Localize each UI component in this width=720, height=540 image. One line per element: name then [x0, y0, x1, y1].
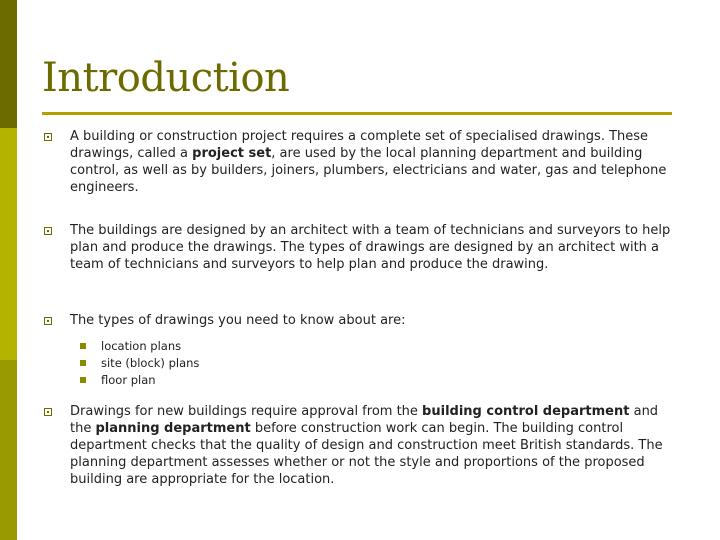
paragraph-1-text-end: , are used by the local planning department and building control, as well as by builders, joiners, plumbers, electricians and water, gas and telephone engineers.: [70, 146, 667, 195]
paragraph-4: [42, 403, 682, 488]
list-item-label: site (block) plans: [101, 356, 200, 370]
paragraph-4-bold-1: building control department: [422, 404, 630, 419]
paragraph-1-text: A building or construction project requires a complete set of specialised drawings. These drawings, called a: [70, 129, 649, 161]
slide-title: Introduction: [42, 55, 290, 101]
paragraph-3-text: The types of drawings you need to know about are:: [70, 313, 406, 328]
list-item-label: floor plan: [101, 373, 156, 387]
list-item: [80, 372, 682, 389]
drawing-types-list: [42, 338, 682, 389]
paragraph-4-text-2: and the: [70, 404, 659, 436]
paragraph-3-block: [42, 312, 682, 389]
bullet-icon: [44, 133, 52, 141]
bullet-icon: [44, 317, 52, 325]
title-divider: [42, 112, 672, 115]
list-item-label: location plans: [101, 339, 182, 353]
square-bullet-icon: [80, 377, 86, 383]
bullet-icon: [44, 408, 52, 416]
paragraph-1: [42, 128, 682, 196]
left-accent-bar-top: [0, 0, 17, 128]
square-bullet-icon: [80, 343, 86, 349]
paragraph-4-text-end: before construction work can begin. The building control department checks that the quality of design and construction meet British standards. The planning department assesses whether or not the style and proportions of the proposed building are appropriate for the location.: [70, 421, 663, 487]
square-bullet-icon: [80, 360, 86, 366]
left-accent-bar-bottom: [0, 360, 17, 540]
paragraph-4-bold-2: planning department: [95, 421, 251, 436]
list-item: [80, 338, 682, 355]
paragraph-2-text: The buildings are designed by an architect with a team of technicians and surveyors to help plan and produce the drawings. The types of drawings are designed by an architect with a team of technicians and surveyors to help plan and produce the drawing.: [70, 223, 671, 272]
list-item: [80, 355, 682, 372]
bullet-icon: [44, 227, 52, 235]
paragraph-4-text: Drawings for new buildings require approval from the: [70, 404, 423, 419]
paragraph-3: [42, 312, 682, 329]
paragraph-1-bold: project set: [192, 146, 272, 161]
paragraph-2: [42, 222, 682, 273]
